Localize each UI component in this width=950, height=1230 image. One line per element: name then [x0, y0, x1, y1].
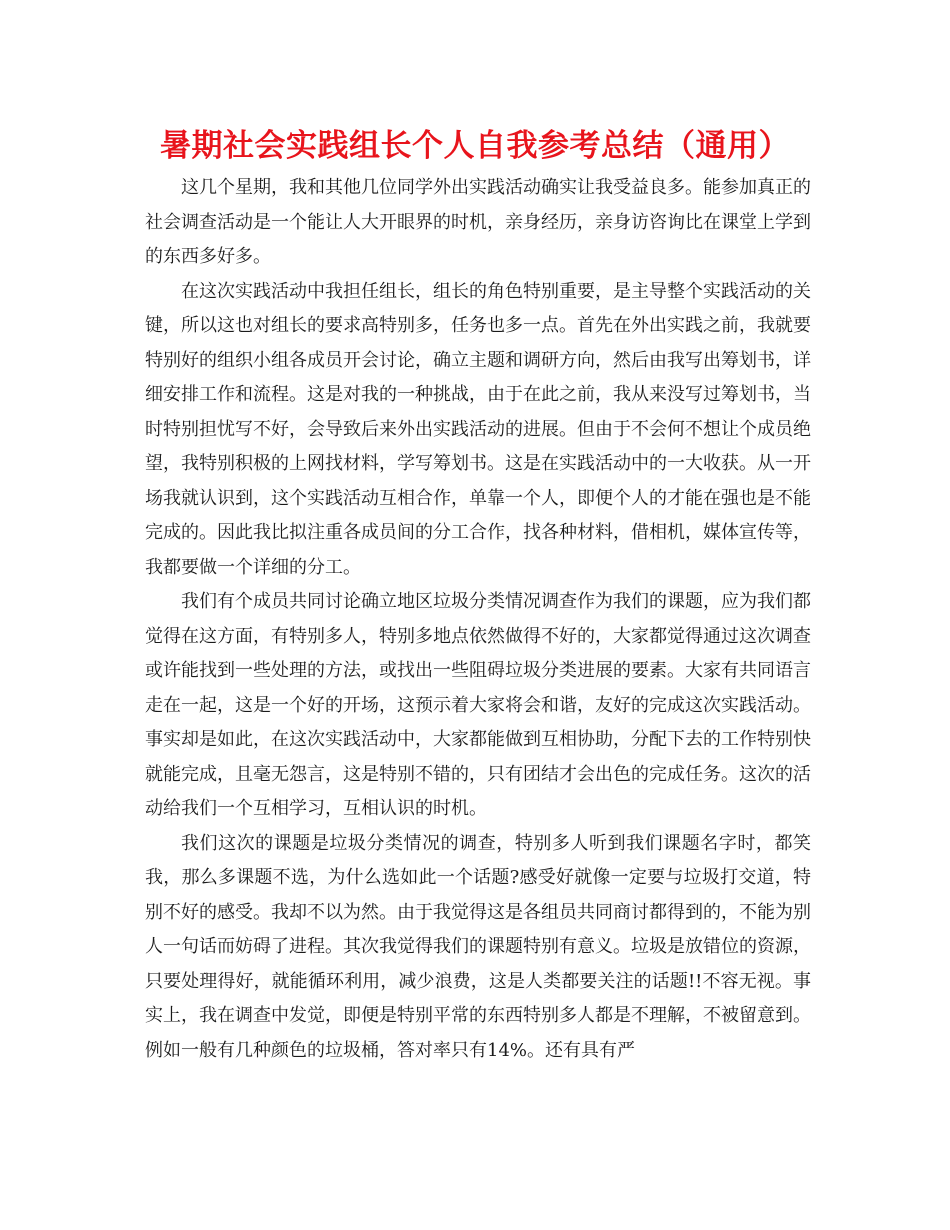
document-title: 暑期社会实践组长个人自我参考总结（通用） [160, 128, 790, 164]
document-body [145, 171, 811, 1068]
paragraph-4: 我们这次的课题是垃圾分类情况的调查，特别多人听到我们课题名字时，都笑我，那么多课题不选，为什么选如此一个话题?感受好就像一定要与垃圾打交道，特别不好的感受。我却不以为然。由于我觉得这是各组员共同商讨都得到的，不能为别人一句话而妨碍了进程。其次我觉得我们的课题特别有意义。垃圾是放错位的资源，只要处理得好，就能循环利用，减少浪费，这是人类都要关注的话题!!不容无视。事实上，我在调查中发觉，即便是特别平常的东西特别多人都是不理解，不被留意到。例如一般有几种颜色的垃圾桶，答对率只有14%。还有具有严 [145, 832, 811, 1061]
paragraph-2: 在这次实践活动中我担任组长，组长的角色特别重要，是主导整个实践活动的关键，所以这也对组长的要求高特别多，任务也多一点。首先在外出实践之前，我就要特别好的组织小组各成员开会讨论，确立主题和调研方向，然后由我写出筹划书，详细安排工作和流程。这是对我的一种挑战，由于在此之前，我从来没写过筹划书，当时特别担忧写不好，会导致后来外出实践活动的进展。但由于不会何不想让个成员绝望，我特别积极的上网找材料，学写筹划书。这是在实践活动中的一大收获。从一开场我就认识到，这个实践活动互相合作，单靠一个人，即便个人的才能在强也是不能完成的。因此我比拟注重各成员间的分工合作，找各种材料，借相机，媒体宣传等，我都要做一个详细的分工。 [145, 280, 811, 578]
paragraph-3: 我们有个成员共同讨论确立地区垃圾分类情况调查作为我们的课题，应为我们都觉得在这方面，有特别多人，特别多地点依然做得不好的，大家都觉得通过这次调查或许能找到一些处理的方法，或找出一些阻碍垃圾分类进展的要素。大家有共同语言走在一起，这是一个好的开场，这预示着大家将会和谐，友好的完成这次实践活动。事实却是如此，在这次实践活动中，大家都能做到互相协助，分配下去的工作特别快就能完成，且毫无怨言，这是特别不错的，只有团结才会出色的完成任务。这次的活动给我们一个互相学习，互相认识的时机。 [145, 591, 811, 819]
paragraph-1: 这几个星期，我和其他几位同学外出实践活动确实让我受益良多。能参加真正的社会调查活动是一个能让人大开眼界的时机，亲身经历，亲身访咨询比在课堂上学到的东西多好多。 [145, 177, 811, 267]
